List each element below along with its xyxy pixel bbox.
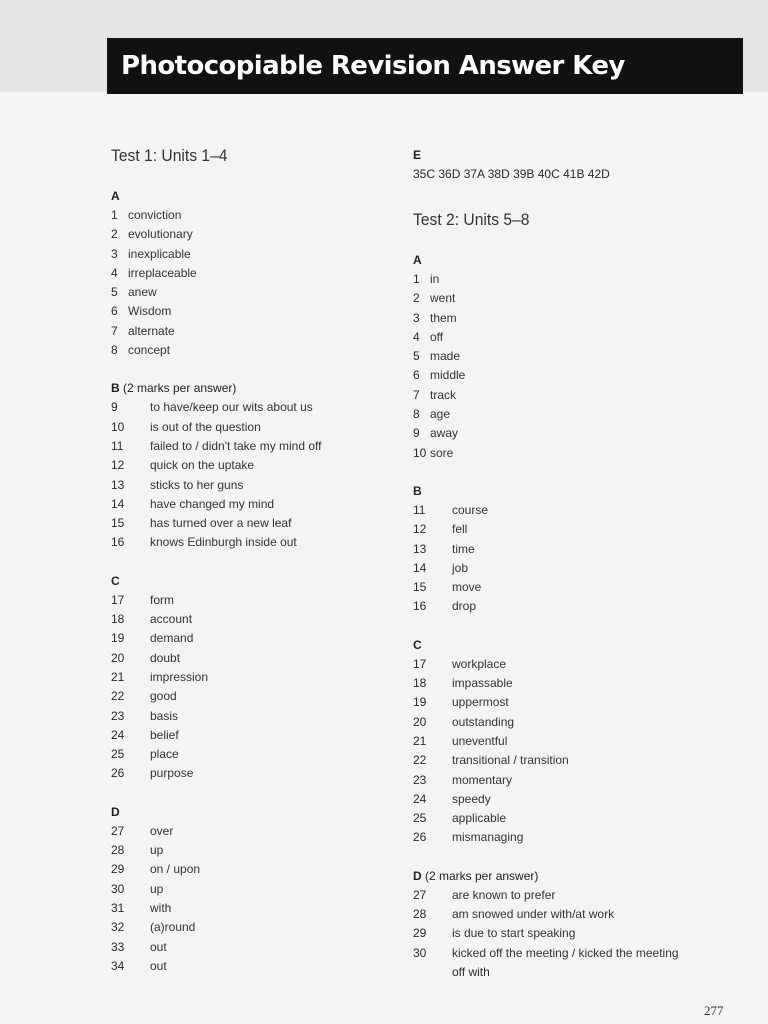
list-item bbox=[413, 713, 713, 732]
item-answer: time bbox=[452, 541, 475, 556]
item-number: 26 bbox=[413, 830, 427, 845]
list-item bbox=[111, 957, 411, 976]
list-item bbox=[111, 476, 411, 495]
list-item bbox=[111, 245, 411, 264]
item-number: 1 bbox=[413, 272, 420, 286]
list-item bbox=[111, 649, 411, 668]
item-number: 7 bbox=[111, 323, 118, 338]
test2-section-c-list bbox=[413, 655, 713, 848]
list-item bbox=[111, 456, 411, 475]
item-answer: off bbox=[430, 329, 444, 344]
section-label: B bbox=[111, 381, 120, 396]
list-item bbox=[413, 520, 713, 539]
list-item bbox=[413, 732, 713, 751]
list-item bbox=[111, 745, 411, 764]
item-answer: speedy bbox=[452, 791, 491, 806]
item-number: 16 bbox=[111, 535, 125, 550]
item-answer-continuation: off with bbox=[452, 964, 490, 979]
item-answer: momentary bbox=[452, 772, 513, 787]
list-item bbox=[413, 693, 713, 712]
item-answer: move bbox=[452, 580, 482, 595]
item-answer: form bbox=[150, 592, 174, 607]
list-item bbox=[413, 559, 713, 578]
item-number: 25 bbox=[413, 811, 427, 826]
list-item bbox=[413, 405, 713, 424]
page-number: 277 bbox=[704, 1003, 724, 1018]
item-answer: failed to / didn't take my mind off bbox=[150, 438, 322, 453]
list-item bbox=[111, 302, 411, 321]
item-answer: fell bbox=[452, 522, 468, 537]
list-item bbox=[111, 764, 411, 783]
item-number: 5 bbox=[413, 349, 420, 364]
item-number: 6 bbox=[111, 304, 118, 319]
item-answer: conviction bbox=[128, 208, 182, 222]
item-answer: away bbox=[430, 426, 459, 441]
item-answer: out bbox=[150, 958, 167, 973]
list-item bbox=[413, 655, 713, 674]
section-note: (2 marks per answer) bbox=[119, 381, 237, 396]
item-number: 21 bbox=[413, 733, 427, 748]
item-number: 22 bbox=[111, 689, 125, 704]
test2-column bbox=[413, 146, 713, 982]
title-banner bbox=[107, 38, 743, 94]
list-item bbox=[111, 668, 411, 687]
test2-section-b-heading: B bbox=[413, 483, 422, 498]
list-item bbox=[111, 629, 411, 648]
list-item bbox=[111, 822, 411, 841]
list-item bbox=[413, 270, 713, 289]
item-number: 11 bbox=[111, 438, 124, 453]
test2-section-c-heading: C bbox=[413, 637, 422, 652]
item-number: 28 bbox=[413, 907, 427, 922]
item-answer: applicable bbox=[452, 811, 507, 826]
item-answer: has turned over a new leaf bbox=[150, 516, 292, 531]
item-answer: have changed my mind bbox=[150, 496, 275, 511]
list-item bbox=[413, 597, 713, 616]
list-item bbox=[413, 347, 713, 366]
list-item bbox=[413, 809, 713, 828]
item-answer: went bbox=[430, 291, 456, 306]
test1-section-b-list bbox=[111, 398, 411, 552]
item-number: 10 bbox=[111, 419, 125, 434]
list-item bbox=[111, 514, 411, 533]
test2-section-b-list bbox=[413, 501, 713, 617]
item-number: 3 bbox=[413, 310, 420, 325]
list-item bbox=[111, 938, 411, 957]
item-number: 9 bbox=[111, 400, 118, 415]
item-number: 4 bbox=[111, 265, 118, 280]
list-item bbox=[111, 918, 411, 937]
item-answer: transitional / transition bbox=[452, 753, 569, 768]
item-answer: on / upon bbox=[150, 862, 201, 877]
item-answer: drop bbox=[452, 599, 477, 614]
item-number: 3 bbox=[111, 246, 118, 261]
item-answer: sore bbox=[430, 445, 454, 460]
item-number: 27 bbox=[111, 823, 125, 838]
list-item bbox=[413, 886, 713, 905]
list-item bbox=[413, 674, 713, 693]
item-number: 21 bbox=[111, 669, 125, 684]
list-item bbox=[111, 860, 411, 879]
list-item bbox=[413, 309, 713, 328]
list-item bbox=[111, 341, 411, 360]
item-number: 9 bbox=[413, 426, 420, 441]
item-answer: to have/keep our wits about us bbox=[150, 400, 313, 415]
item-number: 18 bbox=[111, 612, 125, 627]
item-answer: irreplaceable bbox=[128, 265, 197, 280]
item-answer: mismanaging bbox=[452, 830, 524, 845]
list-item bbox=[111, 687, 411, 706]
item-number: 31 bbox=[111, 900, 125, 915]
list-item bbox=[111, 899, 411, 918]
item-number: 20 bbox=[413, 714, 427, 729]
item-answer: concept bbox=[128, 343, 171, 358]
item-answer: job bbox=[452, 560, 469, 575]
item-answer: track bbox=[430, 387, 457, 402]
list-item bbox=[413, 501, 713, 520]
item-answer: account bbox=[150, 612, 193, 627]
item-number: 23 bbox=[413, 772, 427, 787]
list-item bbox=[111, 418, 411, 437]
list-item bbox=[111, 591, 411, 610]
item-number: 30 bbox=[413, 945, 427, 960]
item-answer: sticks to her guns bbox=[150, 477, 244, 492]
item-answer: out bbox=[150, 939, 167, 954]
list-item bbox=[413, 540, 713, 559]
item-answer: with bbox=[150, 900, 172, 915]
test2-section-d-list bbox=[413, 886, 713, 982]
list-item bbox=[111, 437, 411, 456]
item-number: 5 bbox=[111, 285, 118, 300]
item-answer: up bbox=[150, 881, 164, 896]
item-answer: uppermost bbox=[452, 695, 509, 710]
item-number: 2 bbox=[111, 227, 118, 242]
test1-section-c-list bbox=[111, 591, 411, 784]
item-number: 7 bbox=[413, 387, 420, 402]
list-item bbox=[111, 225, 411, 244]
item-answer: alternate bbox=[128, 323, 175, 338]
test1-column bbox=[111, 145, 411, 976]
item-number: 20 bbox=[111, 650, 125, 665]
test1-section-a-list bbox=[111, 206, 411, 360]
item-number: 2 bbox=[413, 291, 420, 306]
item-number: 12 bbox=[111, 458, 125, 473]
item-number: 24 bbox=[413, 791, 427, 806]
item-number: 8 bbox=[111, 343, 118, 358]
item-number: 17 bbox=[413, 656, 427, 671]
test1-section-a-heading: A bbox=[111, 189, 120, 203]
item-number: 13 bbox=[413, 541, 427, 556]
test1-section-c-heading: C bbox=[111, 573, 120, 588]
item-answer: middle bbox=[430, 368, 466, 383]
item-number: 27 bbox=[413, 887, 427, 902]
item-answer: knows Edinburgh inside out bbox=[150, 535, 297, 550]
list-item bbox=[111, 533, 411, 552]
test1-section-e-heading: E bbox=[413, 148, 422, 162]
list-item bbox=[413, 366, 713, 385]
item-answer: place bbox=[150, 747, 179, 762]
test1-title: Test 1: Units 1–4 bbox=[111, 146, 228, 165]
item-number: 25 bbox=[111, 747, 125, 762]
item-number: 19 bbox=[111, 631, 125, 646]
item-number: 8 bbox=[413, 407, 420, 422]
list-item bbox=[413, 751, 713, 770]
item-answer: course bbox=[452, 502, 489, 517]
list-item bbox=[111, 610, 411, 629]
item-number: 19 bbox=[413, 695, 427, 710]
list-item bbox=[413, 289, 713, 308]
list-item bbox=[413, 905, 713, 924]
item-answer: made bbox=[430, 349, 461, 364]
item-answer: purpose bbox=[150, 766, 194, 781]
section-note: (2 marks per answer) bbox=[421, 868, 539, 883]
item-number: 12 bbox=[413, 522, 427, 537]
list-item bbox=[413, 444, 713, 463]
item-answer: belief bbox=[150, 727, 179, 742]
item-answer: uneventful bbox=[452, 733, 508, 748]
item-number: 11 bbox=[413, 502, 426, 517]
section-label: D bbox=[413, 868, 422, 883]
item-answer: is out of the question bbox=[150, 419, 261, 434]
list-item bbox=[413, 386, 713, 405]
item-answer: (a)round bbox=[150, 920, 196, 935]
item-answer: anew bbox=[128, 285, 157, 300]
item-number: 16 bbox=[413, 599, 427, 614]
list-item bbox=[413, 924, 713, 943]
list-item bbox=[111, 841, 411, 860]
item-answer: them bbox=[430, 310, 457, 325]
item-answer: up bbox=[150, 843, 164, 858]
item-answer: good bbox=[150, 689, 177, 704]
item-answer: kicked off the meeting / kicked the meeting bbox=[452, 945, 679, 960]
list-item bbox=[413, 944, 713, 963]
item-answer: quick on the uptake bbox=[150, 458, 255, 473]
item-answer: am snowed under with/at work bbox=[452, 907, 615, 922]
item-answer: doubt bbox=[150, 650, 181, 665]
item-number: 6 bbox=[413, 368, 420, 383]
item-number: 24 bbox=[111, 727, 125, 742]
list-item bbox=[111, 880, 411, 899]
list-item bbox=[111, 707, 411, 726]
item-answer: basis bbox=[150, 708, 179, 723]
test2-section-a-heading: A bbox=[413, 253, 422, 267]
item-answer: demand bbox=[150, 631, 194, 646]
list-item bbox=[111, 398, 411, 417]
list-item bbox=[111, 264, 411, 283]
item-answer: in bbox=[430, 272, 440, 286]
item-number: 29 bbox=[111, 862, 125, 877]
item-number: 23 bbox=[111, 708, 125, 723]
test1-section-d-heading: D bbox=[111, 804, 120, 819]
test1-section-e-answers: 35C 36D 37A 38D 39B 40C 41B 42D bbox=[413, 167, 610, 181]
list-item bbox=[413, 578, 713, 597]
test2-title: Test 2: Units 5–8 bbox=[413, 210, 530, 229]
item-number: 28 bbox=[111, 843, 125, 858]
item-answer: are known to prefer bbox=[452, 887, 556, 902]
item-number: 13 bbox=[111, 477, 125, 492]
item-answer: is due to start speaking bbox=[452, 926, 576, 941]
test1-section-d-list bbox=[111, 822, 411, 976]
list-item bbox=[111, 726, 411, 745]
list-item bbox=[413, 790, 713, 809]
item-number: 33 bbox=[111, 939, 125, 954]
item-number: 30 bbox=[111, 881, 125, 896]
item-number: 32 bbox=[111, 920, 125, 935]
item-number: 15 bbox=[111, 516, 125, 531]
item-answer: over bbox=[150, 823, 174, 838]
item-number: 10 bbox=[413, 445, 427, 460]
item-number: 15 bbox=[413, 580, 427, 595]
item-number: 1 bbox=[111, 208, 118, 222]
item-number: 26 bbox=[111, 766, 125, 781]
list-item bbox=[111, 495, 411, 514]
item-number: 22 bbox=[413, 753, 427, 768]
item-answer: outstanding bbox=[452, 714, 515, 729]
item-answer: evolutionary bbox=[128, 227, 193, 242]
page-title: Photocopiable Revision Answer Key bbox=[121, 51, 625, 81]
item-number: 34 bbox=[111, 958, 125, 973]
list-item bbox=[413, 828, 713, 847]
list-item bbox=[111, 322, 411, 341]
item-answer: Wisdom bbox=[128, 304, 172, 319]
test1-section-b-heading bbox=[111, 379, 411, 398]
list-item bbox=[111, 206, 411, 225]
item-answer: age bbox=[430, 407, 451, 422]
item-number: 4 bbox=[413, 329, 420, 344]
test2-section-d-heading bbox=[413, 867, 713, 886]
item-number: 14 bbox=[111, 496, 125, 511]
list-item bbox=[413, 771, 713, 790]
item-answer: impassable bbox=[452, 676, 513, 691]
item-answer: workplace bbox=[452, 656, 507, 671]
item-number: 18 bbox=[413, 676, 427, 691]
item-answer: inexplicable bbox=[128, 246, 191, 261]
list-item bbox=[111, 283, 411, 302]
item-number: 17 bbox=[111, 592, 125, 607]
test2-section-a-list bbox=[413, 270, 713, 463]
list-item bbox=[413, 328, 713, 347]
item-number: 29 bbox=[413, 926, 427, 941]
list-item bbox=[413, 424, 713, 443]
item-number: 14 bbox=[413, 560, 427, 575]
item-answer: impression bbox=[150, 669, 209, 684]
